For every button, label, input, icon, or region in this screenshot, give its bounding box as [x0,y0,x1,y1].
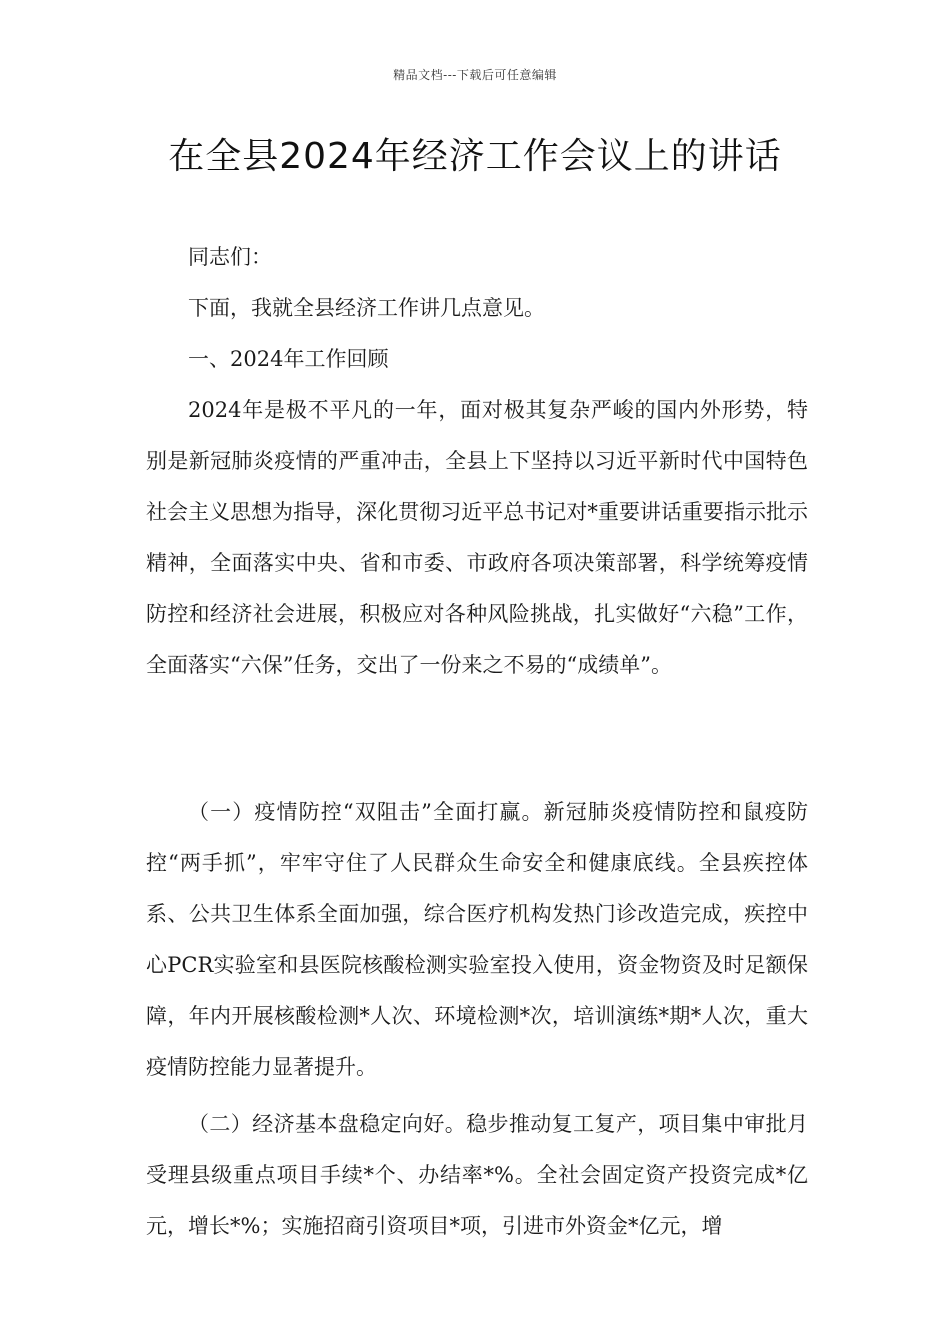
paragraph-epidemic: （一）疫情防控“双阻击”全面打赢。新冠肺炎疫情防控和鼠疫防控“两手抓”，牢牢守住了人民群众生命安全和健康底线。全县疾控体系、公共卫生体系全面加强，综合医疗机构发热门诊改造完成，疾控中心PCR实验室和县医院核酸检测实验室投入使用，资金物资及时足额保障，年内开展核酸检测*人次、环境检测*次，培训演练*期*人次，重大疫情防控能力显著提升。 [146,800,808,1079]
salutation: 同志们： [188,245,272,269]
intro-paragraph: 下面，我就全县经济工作讲几点意见。 [188,296,545,320]
paragraph-review: 2024年是极不平凡的一年，面对极其复杂严峻的国内外形势，特别是新冠肺炎疫情的严重冲击，全县上下坚持以习近平新时代中国特色社会主义思想为指导，深化贯彻习近平总书记对*重要讲话重要指示批示精神，全面落实中央、省和市委、市政府各项决策部署，科学统筹疫情防控和经济社会进展，积极应对各种风险挑战，扎实做好“六稳”工作，全面落实“六保”任务，交出了一份来之不易的“成绩单”。 [146,398,808,677]
paragraph-economy: （二）经济基本盘稳定向好。稳步推动复工复产，项目集中审批月受理县级重点项目手续*个、办结率*%。全社会固定资产投资完成*亿元，增长*%；实施招商引资项目*项，引进市外资金*亿元，增 [146,1112,808,1238]
document-title: 在全县2024年经济工作会议上的讲话 [168,136,782,177]
header-note: 精品文档---下载后可任意编辑 [393,68,557,82]
section-heading: 一、2024年工作回顾 [188,347,389,371]
